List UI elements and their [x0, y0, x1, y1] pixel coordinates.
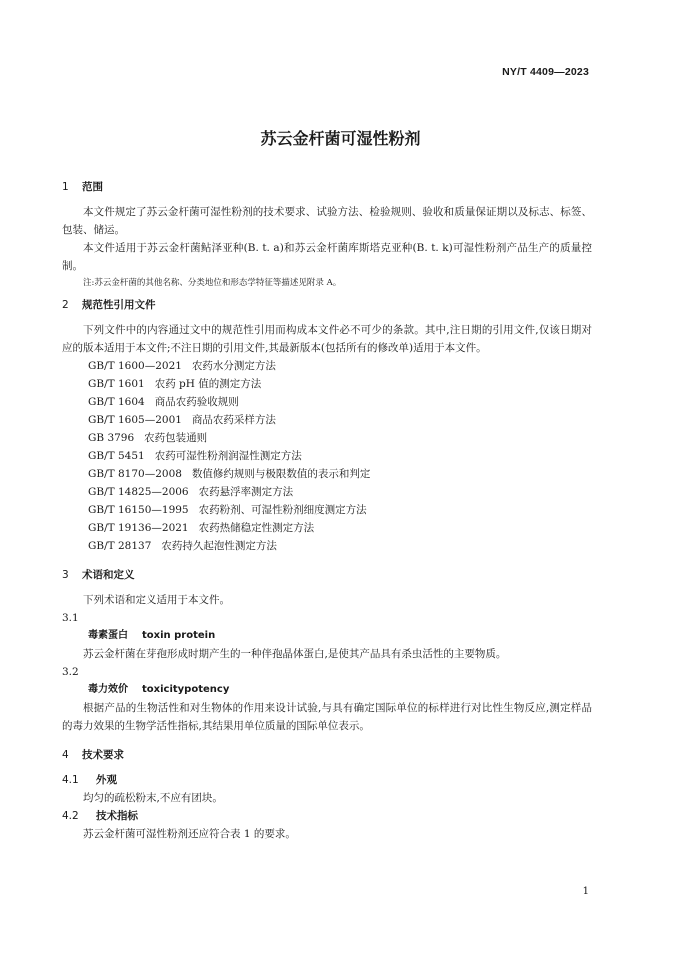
reference-list: [62, 357, 592, 555]
reference-item: [62, 393, 592, 411]
page-number: 1: [582, 886, 589, 897]
reference-code: GB/T 1600—2021: [88, 360, 182, 372]
reference-code: GB/T 14825—2006: [88, 486, 189, 498]
section-title: 术语和定义: [82, 569, 135, 581]
subsection-number: 4.2: [62, 810, 79, 822]
reference-title: 农药悬浮率测定方法: [198, 486, 294, 498]
term-number: 3.2: [62, 666, 79, 678]
subsection-number: 4.1: [62, 774, 79, 786]
section-2-heading: [62, 295, 592, 315]
section-3-heading: [62, 565, 592, 585]
subsection-4-2-heading: [62, 807, 592, 825]
term-definition: 根据产品的生物活性和对生物体的作用来设计试验,与具有确定国际单位的标样进行对比性生物反应,测定样品的毒力效果的生物学活性指标,其结果用单位质量的国际单位表示。: [62, 702, 592, 732]
scope-paragraph-2: 本文件适用于苏云金杆菌鲇泽亚种(B. t. a)和苏云金杆菌库斯塔克亚种(B. t. k)可湿性粉剂产品生产的质量控制。: [62, 242, 592, 272]
reference-code: GB 3796: [88, 432, 135, 444]
standard-code: NY/T 4409—2023: [502, 66, 589, 78]
reference-item: [62, 375, 592, 393]
reference-item: [62, 411, 592, 429]
reference-item: [62, 519, 592, 537]
reference-code: GB/T 28137: [88, 540, 152, 552]
reference-title: 农药包装通则: [144, 432, 208, 444]
reference-item: [62, 429, 592, 447]
section-1-heading: [62, 177, 592, 197]
section-number: 4: [62, 749, 69, 761]
reference-code: GB/T 1604: [88, 396, 145, 408]
reference-title: 商品农药采样方法: [191, 414, 276, 426]
reference-title: 农药水分测定方法: [191, 360, 276, 372]
reference-title: 农药可湿性粉剂润湿性测定方法: [154, 450, 302, 462]
reference-item: [62, 501, 592, 519]
reference-code: GB/T 5451: [88, 450, 145, 462]
appearance-text: 均匀的疏松粉末,不应有团块。: [83, 792, 223, 804]
specification-text: 苏云金杆菌可湿性粉剂还应符合表 1 的要求。: [83, 828, 296, 840]
section-number: 3: [62, 569, 69, 581]
reference-item: [62, 447, 592, 465]
reference-title: 农药 pH 值的测定方法: [154, 378, 262, 390]
reference-code: GB/T 8170—2008: [88, 468, 182, 480]
section-title: 范围: [82, 181, 103, 193]
term-entry: [62, 681, 592, 699]
reference-code: GB/T 16150—1995: [88, 504, 189, 516]
reference-code: GB/T 19136—2021: [88, 522, 189, 534]
subsection-4-1-heading: [62, 771, 592, 789]
term-definition: 苏云金杆菌在芽孢形成时期产生的一种伴孢晶体蛋白,是使其产品具有杀虫活性的主要物质。: [83, 648, 507, 660]
reference-code: GB/T 1601: [88, 378, 145, 390]
subsection-title: 技术指标: [96, 810, 138, 822]
section-title: 技术要求: [82, 749, 124, 761]
reference-title: 农药持久起泡性测定方法: [161, 540, 277, 552]
section-title: 规范性引用文件: [82, 299, 156, 311]
reference-item: [62, 537, 592, 555]
reference-item: [62, 357, 592, 375]
scope-paragraph-1: 本文件规定了苏云金杆菌可湿性粉剂的技术要求、试验方法、检验规则、验收和质量保证期以及标志、标签、包装、储运。: [62, 206, 592, 236]
section-number: 1: [62, 181, 69, 193]
term-chinese: 毒素蛋白: [88, 630, 128, 641]
terms-intro: 下列术语和定义适用于本文件。: [83, 594, 230, 606]
reference-title: 数值修约规则与极限数值的表示和判定: [191, 468, 371, 480]
reference-item: [62, 465, 592, 483]
reference-title: 农药热储稳定性测定方法: [198, 522, 315, 534]
scope-note: 注:苏云金杆菌的其他名称、分类地位和形态学特征等描述见附录 A。: [83, 278, 342, 288]
subsection-title: 外观: [96, 774, 117, 786]
term-entry: [62, 627, 592, 645]
reference-code: GB/T 1605—2001: [88, 414, 182, 426]
term-chinese: 毒力效价: [88, 684, 128, 695]
reference-item: [62, 483, 592, 501]
term-english: toxicitypotency: [142, 684, 230, 695]
reference-title: 农药粉剂、可湿性粉剂细度测定方法: [198, 504, 367, 516]
document-title: 苏云金杆菌可湿性粉剂: [260, 129, 421, 148]
term-number: 3.1: [62, 612, 79, 624]
section-number: 2: [62, 299, 69, 311]
section-4-heading: [62, 745, 592, 765]
reference-title: 商品农药验收规则: [154, 396, 239, 408]
references-intro: 下列文件中的内容通过文中的规范性引用而构成本文件必不可少的条款。其中,注日期的引用文件,仅该日期对应的版本适用于本文件;不注日期的引用文件,其最新版本(包括所有的修改单)适用于本文件。: [62, 324, 592, 354]
term-english: toxin protein: [142, 630, 216, 641]
document-body: [62, 177, 592, 843]
